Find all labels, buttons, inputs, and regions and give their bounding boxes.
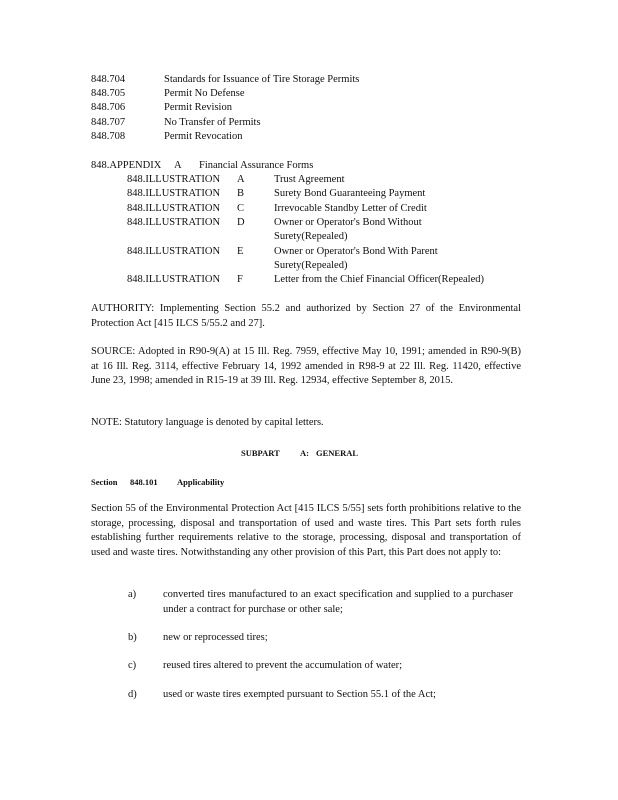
- toc-title: Permit No Defense: [164, 88, 245, 99]
- applicability-paragraph: Section 55 of the Environmental Protection Act [415 ILCS 5/55] sets forth prohibitions relative to the storage, processing, disposal and transportation of used and waste tires. This Part sets forth rules establishing further requirements relative to the storage, processing, disposal and transportation of used and waste tires. Notwithstanding any other provision of this Part, this Part does not apply to:: [91, 503, 521, 558]
- authority-paragraph: AUTHORITY: Implementing Section 55.2 and authorized by Section 27 of the Environmental Protection Act [415 ILCS 5/55.2 and 27].: [91, 303, 521, 329]
- illustration-desc-cont: Surety(Repealed): [274, 260, 348, 271]
- toc-title: No Transfer of Permits: [164, 117, 261, 128]
- list-item-letter: d): [128, 689, 137, 700]
- illustration-desc: Owner or Operator's Bond With Parent: [274, 246, 438, 257]
- section-label: Section: [91, 477, 118, 487]
- illustration-label: 848.ILLUSTRATION: [127, 174, 221, 185]
- illustration-letter: B: [237, 188, 245, 199]
- toc-num: 848.706: [91, 102, 126, 113]
- list-item-letter: b): [128, 632, 137, 643]
- section-number: 848.101: [130, 477, 158, 487]
- illustration-letter: C: [237, 203, 245, 214]
- toc-num: 848.704: [91, 74, 126, 85]
- toc-title: Permit Revision: [164, 102, 232, 113]
- illustration-label: 848.ILLUSTRATION: [127, 188, 221, 199]
- source-paragraph: SOURCE: Adopted in R90-9(A) at 15 Ill. Reg. 7959, effective May 10, 1991; amended in R90-9(B) at 16 Ill. Reg. 3114, effective February 14, 1992 amended in R98-9 at 22 Ill. Reg. 11420, effective June 23, 1998; amended in R15-19 at 39 Ill. Reg. 12934, effective September 8, 2015.: [91, 346, 521, 386]
- subpart-label: SUBPART: [241, 448, 280, 458]
- toc-title: Standards for Issuance of Tire Storage Permits: [164, 74, 360, 85]
- illustration-label: 848.ILLUSTRATION: [127, 246, 221, 257]
- toc-title: Permit Revocation: [164, 131, 243, 142]
- note-paragraph: NOTE: Statutory language is denoted by capital letters.: [91, 417, 324, 428]
- illustration-desc-cont: Surety(Repealed): [274, 231, 348, 242]
- section-title: Applicability: [177, 477, 225, 487]
- appendix-letter: A: [174, 160, 182, 171]
- subpart-title: GENERAL: [316, 448, 359, 458]
- illustration-desc: Letter from the Chief Financial Officer(Repealed): [274, 274, 485, 285]
- illustration-desc: Irrevocable Standby Letter of Credit: [274, 203, 427, 214]
- illustration-desc: Surety Bond Guaranteeing Payment: [274, 188, 426, 199]
- illustration-label: 848.ILLUSTRATION: [127, 274, 221, 285]
- illustration-letter: F: [237, 274, 243, 285]
- list-item-text: reused tires altered to prevent the accumulation of water;: [163, 660, 403, 671]
- toc-num: 848.708: [91, 131, 126, 142]
- illustration-desc: Trust Agreement: [274, 174, 345, 185]
- illustration-desc: Owner or Operator's Bond Without: [274, 217, 422, 228]
- toc-num: 848.707: [91, 117, 126, 128]
- appendix-label: 848.APPENDIX: [91, 160, 162, 171]
- subpart-letter: A:: [300, 448, 309, 458]
- illustration-label: 848.ILLUSTRATION: [127, 203, 221, 214]
- toc-num: 848.705: [91, 88, 126, 99]
- illustration-label: 848.ILLUSTRATION: [127, 217, 221, 228]
- list-item-text: used or waste tires exempted pursuant to Section 55.1 of the Act;: [163, 689, 436, 700]
- illustration-letter: E: [237, 246, 244, 257]
- appendix-title: Financial Assurance Forms: [199, 160, 314, 171]
- list-item-letter: c): [128, 660, 137, 671]
- list-item-text: new or reprocessed tires;: [163, 632, 268, 643]
- illustration-letter: D: [237, 217, 245, 228]
- list-item-text: converted tires manufactured to an exact specification and supplied to a purchaser under a contract for purchase or other sale;: [163, 589, 513, 615]
- illustration-letter: A: [237, 174, 245, 185]
- list-item-letter: a): [128, 589, 137, 600]
